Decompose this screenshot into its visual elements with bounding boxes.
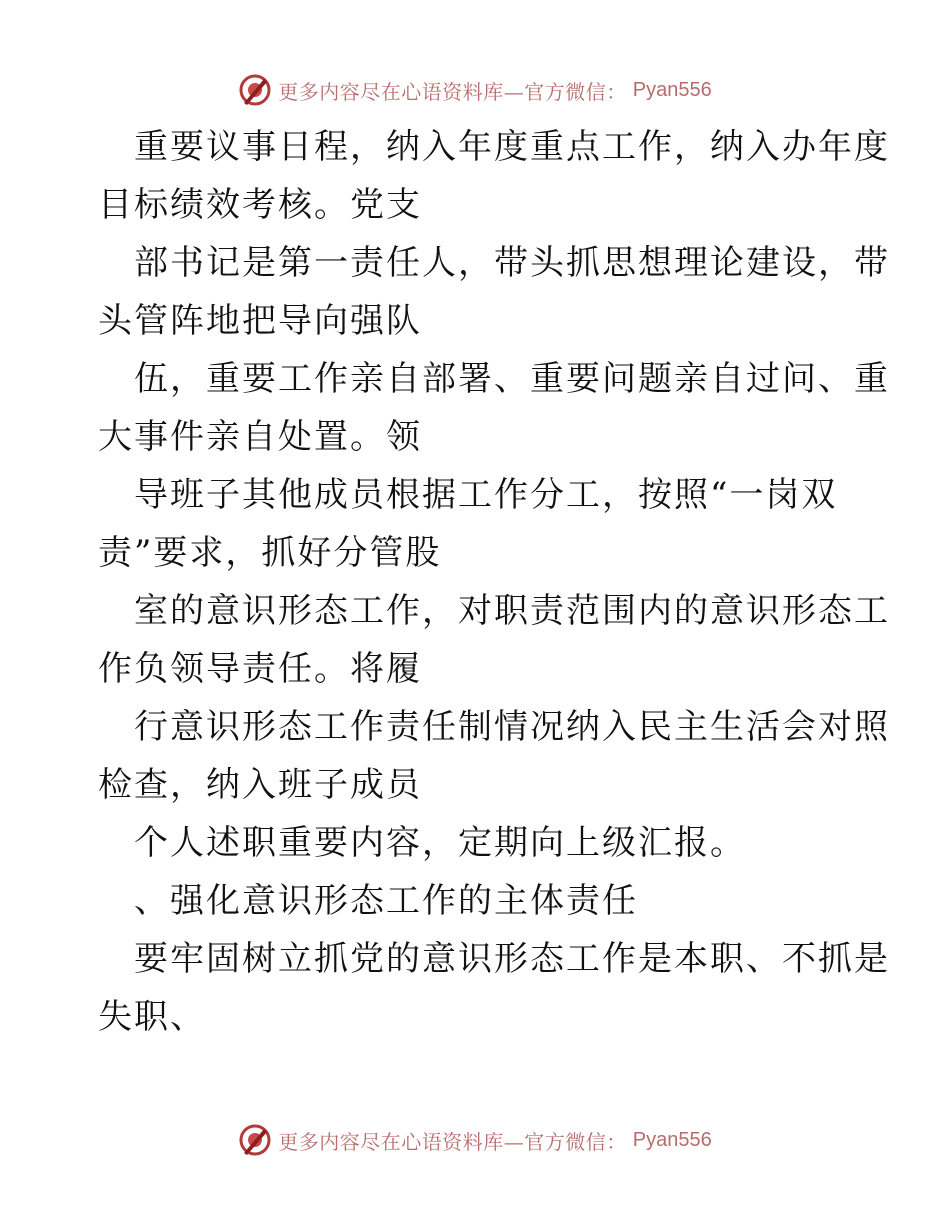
text-line: 行意识形态工作责任制情况纳入民主生活会对照	[134, 707, 890, 747]
header-banner-text: 更多内容尽在心语资料库—官方微信：	[278, 79, 627, 104]
text-line: 失职、	[98, 997, 206, 1037]
text-line: 个人述职重要内容，定期向上级汇报。	[134, 823, 746, 863]
text-line: 部书记是第一责任人，带头抓思想理论建设，带	[134, 243, 890, 283]
text-line: 伍，重要工作亲自部署、重要问题亲自过问、重	[134, 359, 890, 399]
header-banner	[0, 70, 950, 110]
footer-banner-text: 更多内容尽在心语资料库—官方微信：	[278, 1129, 627, 1154]
text-line: 头管阵地把导向强队	[98, 301, 422, 341]
text-line: 导班子其他成员根据工作分工，按照“一岗双	[134, 475, 838, 515]
text-line: 重要议事日程，纳入年度重点工作，纳入办年度	[134, 127, 890, 167]
text-line: 责”要求，抓好分管股	[98, 533, 442, 573]
text-line: 检查，纳入班子成员	[98, 765, 422, 805]
text-line: 大事件亲自处置。领	[98, 417, 422, 457]
text-line: 要牢固树立抓党的意识形态工作是本职、不抓是	[134, 939, 890, 979]
document-body	[98, 118, 890, 1046]
red-pen-circle-icon	[238, 73, 272, 107]
text-line: 作负领导责任。将履	[98, 649, 422, 689]
text-line: 目标绩效考核。党支	[98, 185, 422, 225]
text-line: 室的意识形态工作，对职责范围内的意识形态工	[134, 591, 890, 631]
footer-banner	[0, 1120, 950, 1160]
footer-wechat-id: Pyan556	[632, 1128, 712, 1151]
red-pen-circle-icon	[238, 1123, 272, 1157]
header-wechat-id: Pyan556	[632, 78, 712, 101]
section-heading: 、强化意识形态工作的主体责任	[134, 881, 638, 921]
